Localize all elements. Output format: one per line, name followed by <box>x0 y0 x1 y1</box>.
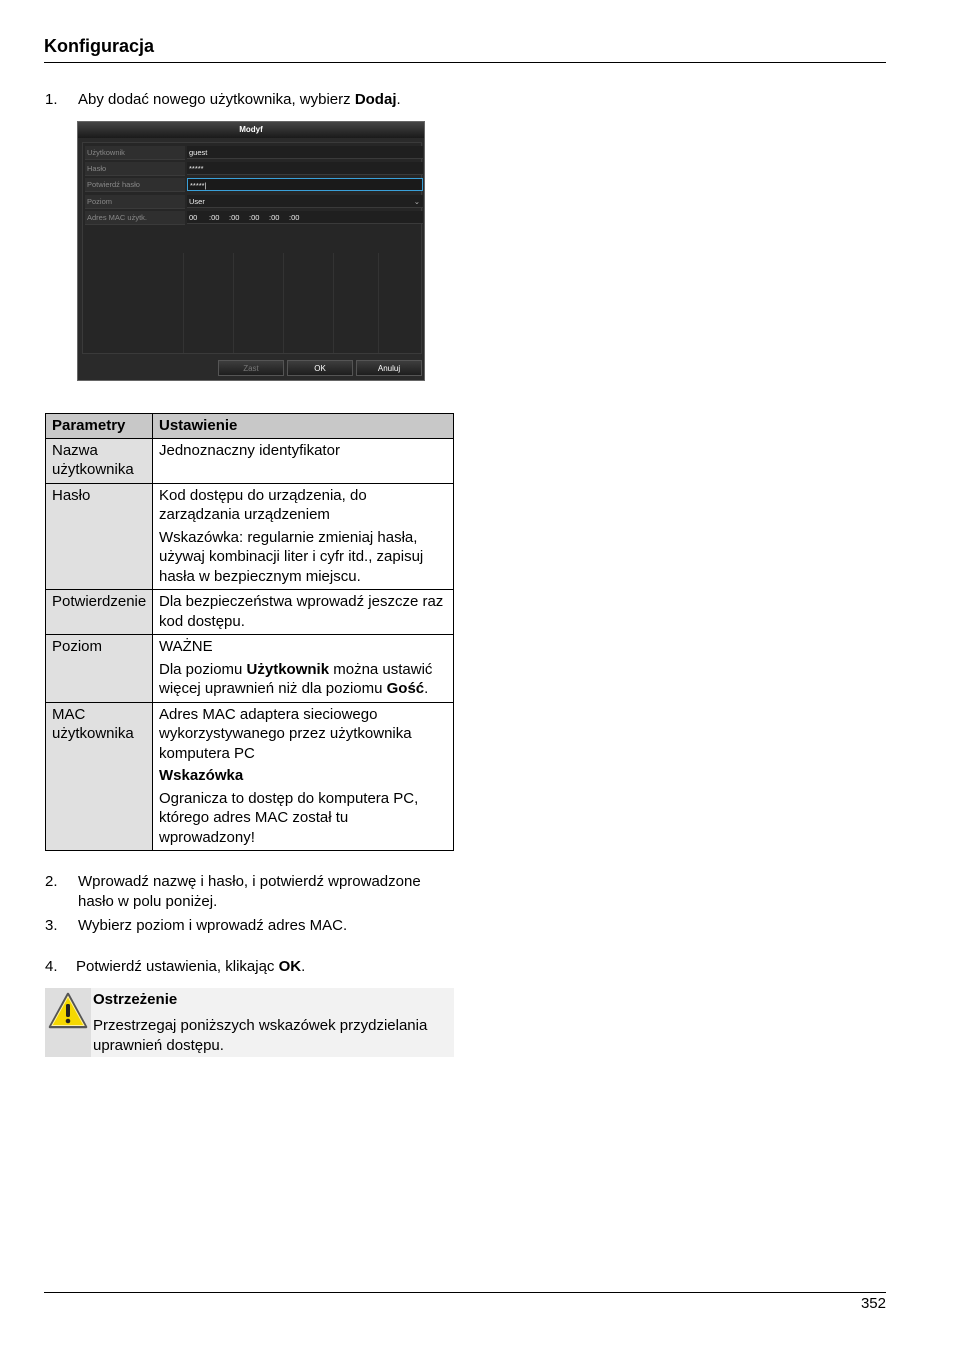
step-text-bold: OK <box>278 958 302 975</box>
column-header: Ustawienie <box>153 414 454 439</box>
mac-segment[interactable]: :00 <box>249 213 260 222</box>
step-text-start: Potwierdź ustawienia, klikając <box>76 958 279 975</box>
footer-divider <box>44 1292 886 1293</box>
table-header-row <box>46 414 454 439</box>
field-password <box>85 162 423 175</box>
page-title: Konfiguracja <box>44 36 155 56</box>
grid-line <box>333 253 334 353</box>
param-name: Hasło <box>46 483 153 590</box>
param-name: MAC użytkownika <box>46 702 153 851</box>
column-header: Parametry <box>46 414 153 439</box>
step-number: 3. <box>45 917 58 934</box>
step-1 <box>45 90 465 110</box>
setting-important: WAŻNE <box>159 638 213 655</box>
step-text <box>78 90 458 110</box>
param-setting <box>153 438 454 483</box>
field-label: Poziom <box>85 195 185 209</box>
table-row <box>46 635 454 703</box>
dialog-panel <box>82 142 422 354</box>
mac-segment[interactable]: :00 <box>209 213 220 222</box>
warning-box <box>45 988 454 1057</box>
step-2 <box>45 872 465 912</box>
grid-line <box>283 253 284 353</box>
grid-line <box>378 253 379 353</box>
param-setting <box>153 635 454 703</box>
warning-icon-cell <box>45 988 91 1057</box>
param-setting <box>153 590 454 635</box>
step-text: Wprowadź nazwę i hasło, i potwierdź wprowadzone hasło w polu poniżej. <box>78 873 421 910</box>
step-text-start: Aby dodać nowego użytkownika, wybierz <box>78 91 355 108</box>
grid-line <box>183 253 184 353</box>
param-setting <box>153 483 454 590</box>
field-mac <box>85 211 423 224</box>
setting-text: Kod dostępu do urządzenia, do zarządzania urządzeniem <box>159 486 367 523</box>
page-number: 352 <box>860 1295 886 1312</box>
step-4 <box>45 957 465 977</box>
setting-text: Adres MAC adaptera sieciowego wykorzystywanego przez użytkownika komputera PC <box>159 705 412 762</box>
step-text <box>76 957 456 977</box>
ok-button[interactable]: OK <box>287 360 353 376</box>
text-part: Dla poziomu <box>159 660 247 678</box>
apply-button[interactable]: Zast <box>218 360 284 376</box>
mac-segment[interactable]: :00 <box>289 213 300 222</box>
text-part: . <box>424 680 429 697</box>
mac-segment[interactable]: 00 <box>189 213 198 222</box>
chevron-down-icon: ⌄ <box>413 197 420 206</box>
param-name: Potwierdzenie <box>46 590 153 635</box>
field-label: Adres MAC użytk. <box>85 211 185 225</box>
password-input[interactable]: ***** <box>187 162 423 175</box>
step-text: Wybierz poziom i wprowadź adres MAC. <box>78 917 348 934</box>
parameters-table <box>45 413 454 851</box>
text-part: można ustawić więcej uprawnień niż dla poziomu <box>159 660 433 697</box>
warning-title: Ostrzeżenie <box>93 991 178 1008</box>
confirm-password-input[interactable]: *****| <box>187 178 423 191</box>
field-username <box>85 146 423 159</box>
header-divider <box>44 62 886 63</box>
username-input[interactable]: guest <box>187 146 423 159</box>
table-row <box>46 483 454 590</box>
setting-hint: Wskazówka: regularnie zmieniaj hasła, używaj kombinacji liter i cyfr itd., zapisuj hasła w bezpiecznym miejscu. <box>159 528 424 585</box>
table-row <box>46 702 454 851</box>
dialog-title: Modyf <box>78 122 424 138</box>
warning-triangle-icon <box>48 992 88 1030</box>
mac-segment[interactable]: :00 <box>229 213 240 222</box>
field-confirm-password <box>85 178 423 191</box>
step-text-bold: Dodaj <box>354 91 397 108</box>
table-row <box>46 590 454 635</box>
param-setting <box>153 702 454 851</box>
setting-hint-title: Wskazówka <box>159 767 244 784</box>
user-modify-dialog <box>77 121 425 381</box>
setting-hint: Ogranicza to dostęp do komputera PC, którego adres MAC został tu wprowadzony! <box>159 789 419 846</box>
param-name: Poziom <box>46 635 153 703</box>
setting-text: Jednoznaczny identyfikator <box>159 441 340 459</box>
step-number: 2. <box>45 873 58 890</box>
level-select[interactable] <box>187 195 423 208</box>
grid-line <box>233 253 234 353</box>
setting-text <box>159 660 447 699</box>
level-select-value: User <box>189 197 205 206</box>
step-number: 4. <box>45 958 58 975</box>
cancel-button[interactable]: Anuluj <box>356 360 422 376</box>
step-3 <box>45 916 465 936</box>
text-bold: Użytkownik <box>246 660 330 678</box>
step-text-end: . <box>301 958 306 975</box>
text-bold: Gość <box>386 680 425 697</box>
step-number: 1. <box>45 91 58 108</box>
field-label: Użytkownik <box>85 146 185 160</box>
param-name: Nazwa użytkownika <box>46 438 153 483</box>
mac-segment[interactable]: :00 <box>269 213 280 222</box>
table-row <box>46 438 454 483</box>
mac-address-input[interactable] <box>187 211 423 224</box>
field-level <box>85 195 423 208</box>
step-text-end: . <box>396 91 401 108</box>
field-label: Hasło <box>85 162 185 176</box>
setting-text: Dla bezpieczeństwa wprowadź jeszcze raz kod dostępu. <box>159 593 444 630</box>
field-label: Potwierdź hasło <box>85 178 185 192</box>
warning-body: Przestrzegaj poniższych wskazówek przydzielania uprawnień dostępu. <box>93 1017 428 1054</box>
